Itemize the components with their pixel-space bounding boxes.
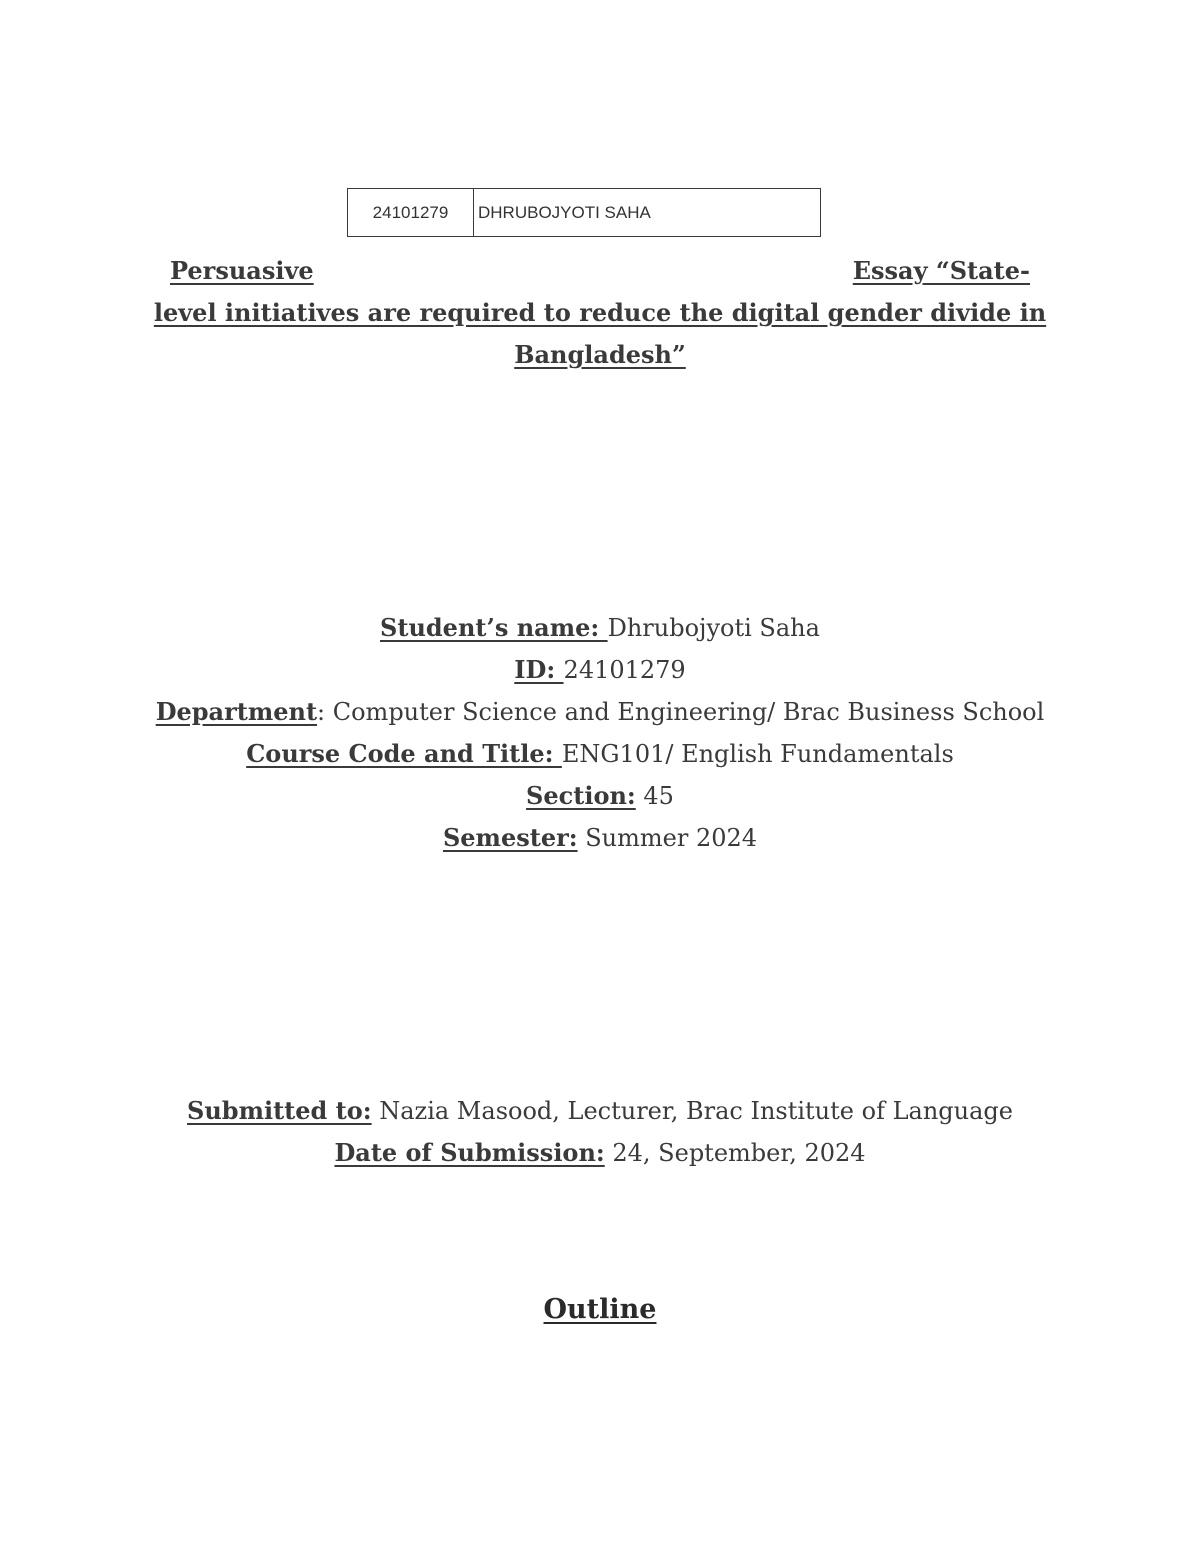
submitted-to-row bbox=[0, 1090, 1200, 1132]
id-row bbox=[0, 649, 1200, 691]
department-row bbox=[0, 691, 1200, 733]
essay-title-line3: Bangladesh” bbox=[514, 340, 686, 369]
student-id-cell: 24101279 bbox=[348, 189, 474, 236]
submission-block bbox=[0, 1090, 1200, 1174]
section-label: Section: bbox=[526, 781, 636, 810]
outline-heading: Outline bbox=[543, 1294, 657, 1325]
essay-title-line1-right: Essay “State- bbox=[852, 256, 1030, 285]
student-id-table bbox=[347, 188, 821, 237]
id-value: 24101279 bbox=[563, 656, 686, 684]
department-value: : Computer Science and Engineering/ Brac Business School bbox=[317, 698, 1045, 726]
course-value: ENG101/ English Fundamentals bbox=[561, 740, 954, 768]
student-name-row bbox=[0, 607, 1200, 649]
student-name-value: Dhrubojyoti Saha bbox=[607, 614, 820, 642]
essay-title-line1-left: Persuasive bbox=[170, 256, 314, 285]
semester-label: Semester: bbox=[442, 823, 578, 852]
submission-date-label: Date of Submission: bbox=[334, 1138, 605, 1167]
submission-date-row bbox=[0, 1132, 1200, 1174]
semester-value: Summer 2024 bbox=[577, 824, 758, 852]
student-info-block bbox=[0, 607, 1200, 859]
essay-title-line2: level initiatives are required to reduce the digital gender divide in bbox=[153, 298, 1047, 327]
section-row bbox=[0, 775, 1200, 817]
section-value: 45 bbox=[635, 782, 674, 810]
student-name-cell: DHRUBOJYOTI SAHA bbox=[478, 202, 651, 222]
id-label: ID: bbox=[514, 655, 564, 684]
department-label: Department bbox=[155, 697, 318, 726]
submitted-to-label: Submitted to: bbox=[187, 1096, 372, 1125]
submission-date-value: 24, September, 2024 bbox=[604, 1139, 866, 1167]
course-row bbox=[0, 733, 1200, 775]
semester-row bbox=[0, 817, 1200, 859]
course-label: Course Code and Title: bbox=[246, 739, 562, 768]
student-name-label: Student’s name: bbox=[380, 613, 608, 642]
submitted-to-value: Nazia Masood, Lecturer, Brac Institute of Language bbox=[371, 1097, 1013, 1125]
